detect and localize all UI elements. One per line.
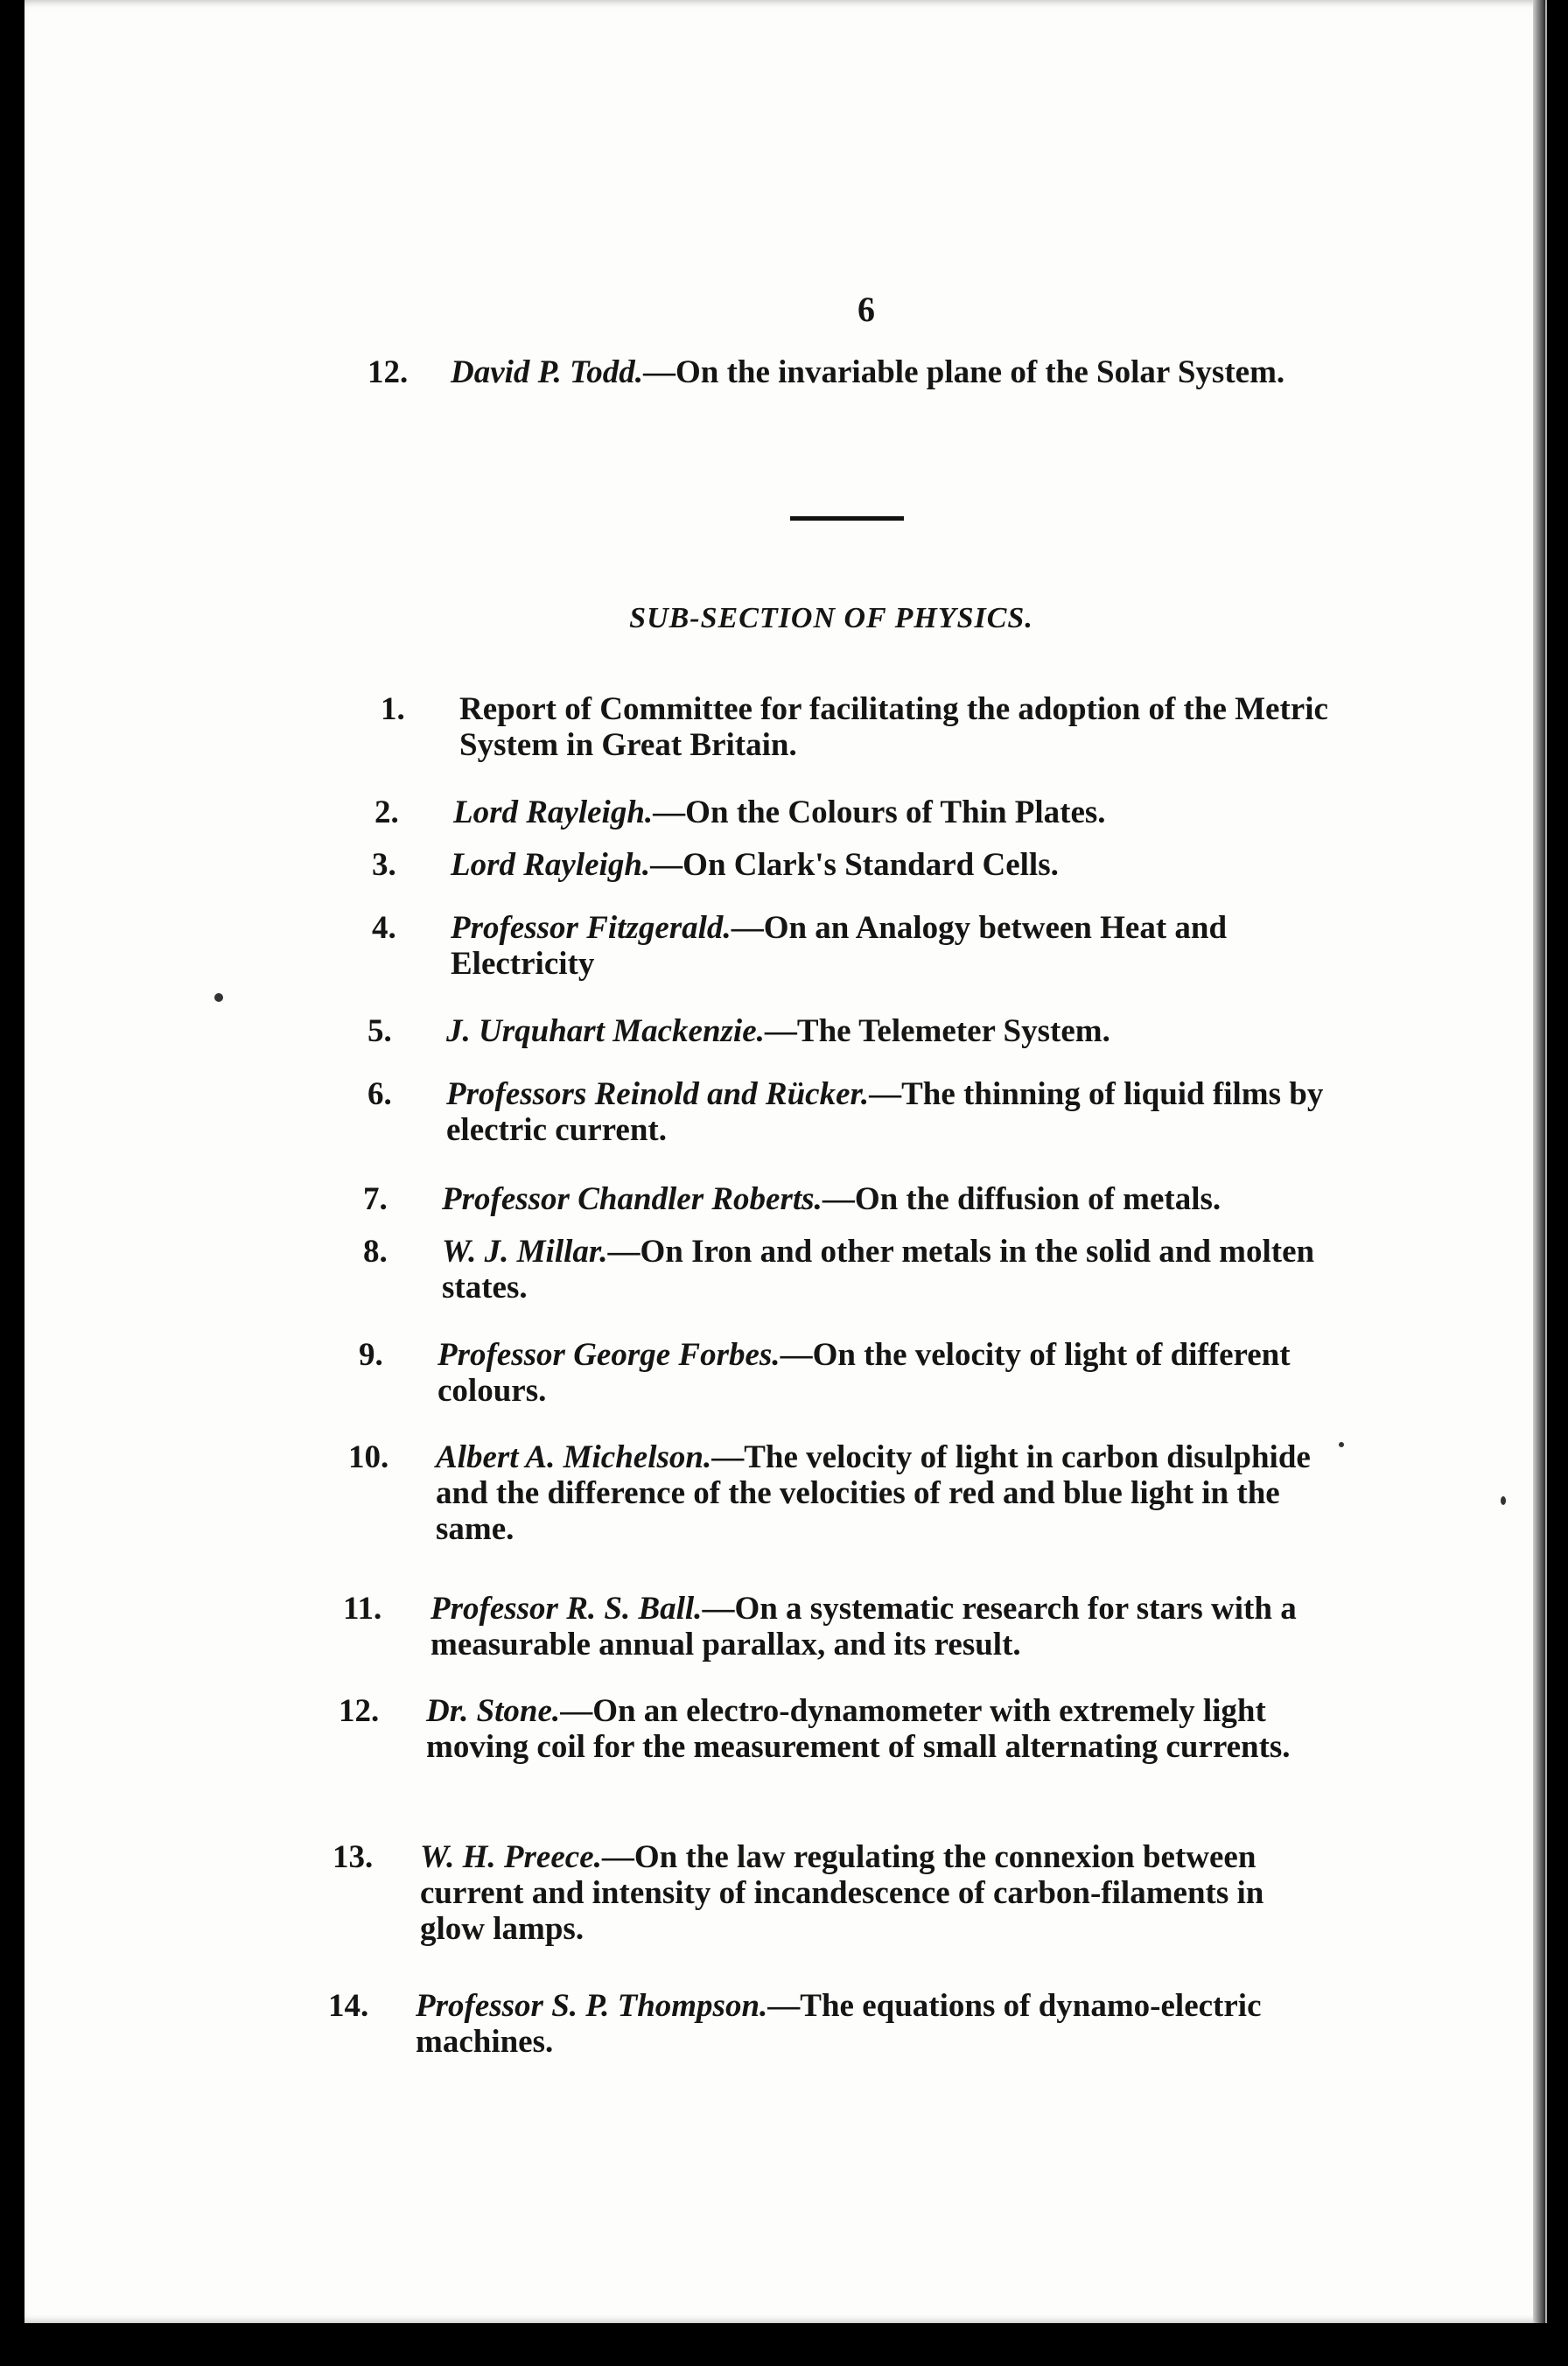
entry-number: 2. bbox=[374, 794, 399, 830]
entry-author: Lord Rayleigh. bbox=[451, 847, 651, 883]
entry-number: 6. bbox=[368, 1076, 392, 1112]
entry-author: Professor S. P. Thompson. bbox=[416, 1988, 768, 2024]
entry-number: 11. bbox=[343, 1591, 382, 1627]
scan-speck bbox=[1501, 1496, 1506, 1505]
entry-physics-10 bbox=[348, 1439, 1330, 1562]
entry-number: 5. bbox=[368, 1013, 392, 1049]
entry-number: 12. bbox=[368, 354, 409, 390]
scan-speck bbox=[1339, 1442, 1344, 1447]
entry-number: 8. bbox=[363, 1234, 388, 1270]
entry-title: Report of Committee for facilitating the adoption of the Metric System in Great Britain. bbox=[459, 691, 1328, 763]
entry-author: Dr. Stone. bbox=[426, 1693, 561, 1729]
entry-physics-12 bbox=[339, 1693, 1330, 1816]
entry-title: —On an Analogy between Heat and Electricity bbox=[451, 910, 1228, 982]
entry-number: 3. bbox=[372, 847, 396, 883]
entry-number: 7. bbox=[363, 1181, 388, 1217]
entry-physics-6 bbox=[368, 1076, 1330, 1199]
entry-author: Professors Reinold and Rücker. bbox=[446, 1076, 870, 1112]
entry-number: 9. bbox=[359, 1337, 383, 1373]
entry-title: —On a systematic research for stars with a measurable annual parallax, and its result. bbox=[430, 1591, 1297, 1662]
entry-author: Professor Chandler Roberts. bbox=[442, 1181, 822, 1217]
entry-author: Professor R. S. Ball. bbox=[430, 1591, 703, 1627]
entry-author: J. Urquhart Mackenzie. bbox=[446, 1013, 765, 1049]
entry-title: —On an electro-dynamometer with extremely light moving coil for the measurement of small alternating currents. bbox=[426, 1693, 1291, 1765]
entry-title: —The equations of dynamo-electric machines. bbox=[416, 1988, 1262, 2060]
section-divider bbox=[790, 516, 904, 521]
entry-title: —The thinning of liquid films by electric current. bbox=[446, 1076, 1324, 1148]
entry-title: —On Clark's Standard Cells. bbox=[650, 847, 1059, 883]
entry-number: 1. bbox=[381, 691, 405, 727]
section-heading: SUB-SECTION OF PHYSICS. bbox=[629, 602, 1033, 634]
entry-author: W. H. Preece. bbox=[420, 1839, 602, 1875]
entry-author: David P. Todd. bbox=[451, 354, 643, 390]
entry-number: 13. bbox=[332, 1839, 374, 1875]
entry-author: W. J. Millar. bbox=[442, 1234, 608, 1270]
entry-title: —The Telemeter System. bbox=[764, 1013, 1110, 1049]
entry-number: 12. bbox=[339, 1693, 380, 1729]
entry-number: 4. bbox=[372, 910, 396, 946]
entry-author: Professor George Forbes. bbox=[438, 1337, 780, 1373]
entry-title: —On the law regulating the connexion between current and intensity of incandescence of carbon-filaments in glow lamps. bbox=[420, 1839, 1264, 1947]
entry-astronomy-12 bbox=[368, 354, 1348, 433]
page-edge-shadow bbox=[1533, 0, 1545, 2323]
entry-physics-13 bbox=[332, 1839, 1330, 1962]
entry-author: Lord Rayleigh. bbox=[453, 794, 654, 830]
scan-border bbox=[0, 2323, 1568, 2366]
entry-title: —On the diffusion of metals. bbox=[822, 1181, 1222, 1217]
entry-number: 14. bbox=[328, 1988, 369, 2024]
entry-title: —On the invariable plane of the Solar System. bbox=[642, 354, 1285, 390]
entry-title: —On Iron and other metals in the solid and molten states. bbox=[442, 1234, 1315, 1306]
page-number: 6 bbox=[858, 290, 875, 329]
scan-speck bbox=[214, 993, 223, 1002]
entry-title: —On the Colours of Thin Plates. bbox=[653, 794, 1106, 830]
entry-author: Professor Fitzgerald. bbox=[451, 910, 732, 946]
entry-title: —The velocity of light in carbon disulphide and the difference of the velocities of red and blue light in the same. bbox=[436, 1439, 1311, 1547]
entry-number: 10. bbox=[348, 1439, 389, 1475]
entry-author: Albert A. Michelson. bbox=[436, 1439, 712, 1475]
entry-title: —On the velocity of light of different colours. bbox=[438, 1337, 1291, 1409]
entry-physics-14 bbox=[328, 1988, 1330, 2110]
